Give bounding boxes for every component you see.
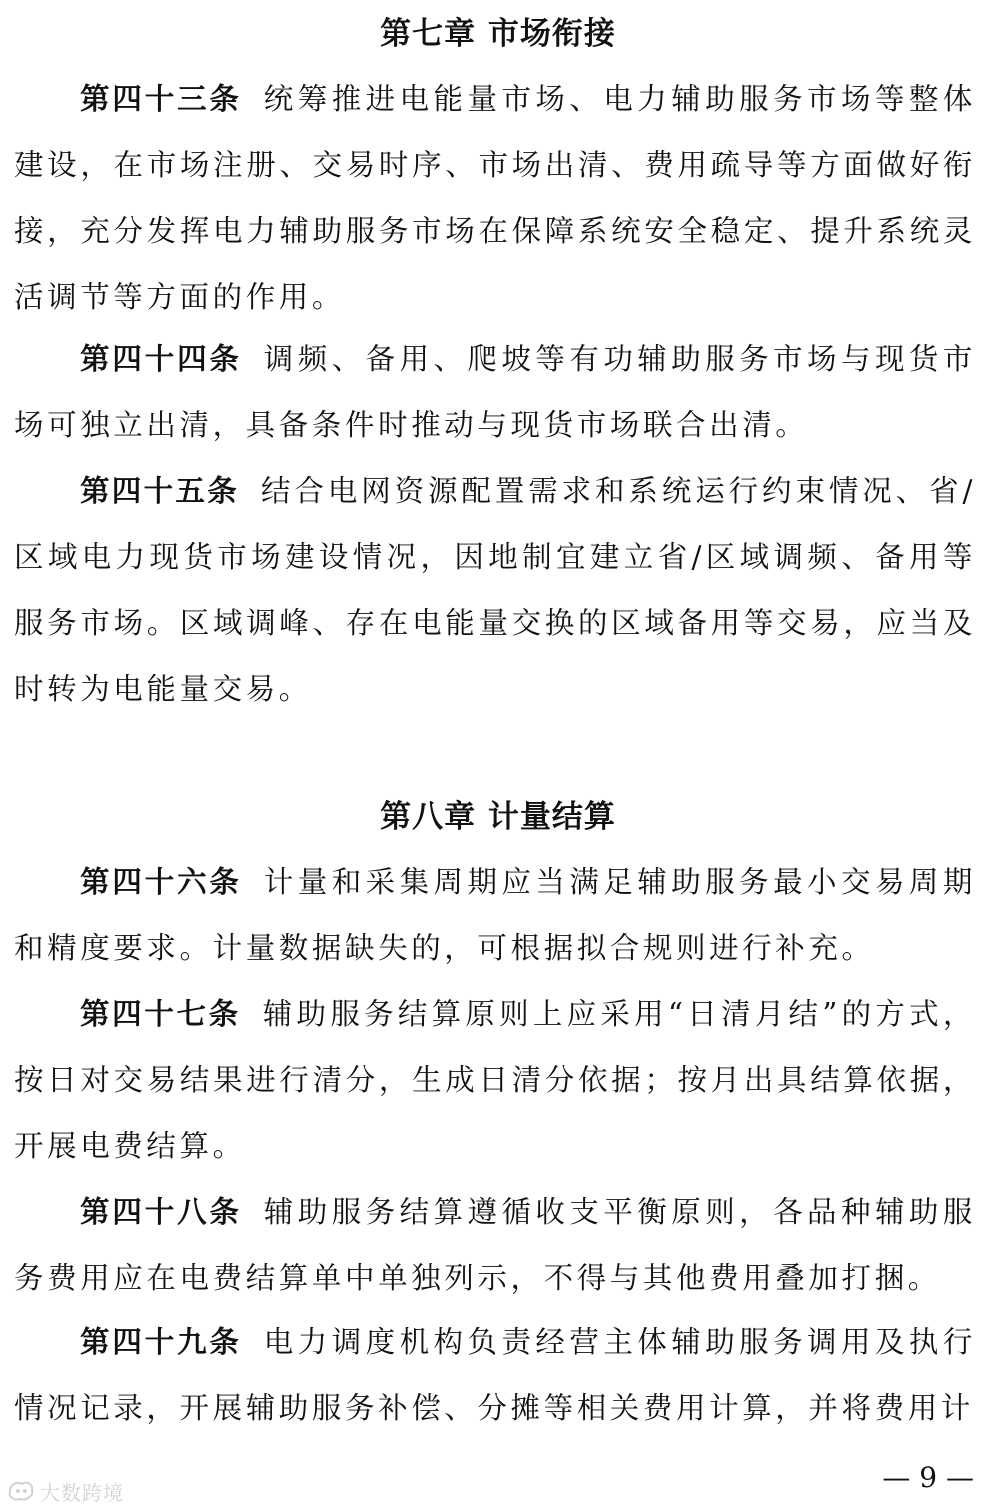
chapter-7-title: 第七章 市场衔接 bbox=[380, 16, 616, 52]
article-number: 第四十五条 bbox=[80, 474, 240, 508]
article-text: 统筹推进电能量市场、电力辅助服务市场等整体建设，在市场注册、交易时序、市场出清、费用疏导等方面做好衔接，充分发挥电力辅助服务市场在保障系统安全稳定、提升系统灵活调节等方面的作用。 bbox=[14, 82, 976, 314]
article-number: 第四十四条 bbox=[80, 342, 242, 376]
article-49 bbox=[14, 1309, 976, 1441]
page-number: — 9 — bbox=[882, 1461, 974, 1494]
article-number: 第四十九条 bbox=[80, 1325, 242, 1359]
article-47 bbox=[14, 981, 976, 1179]
article-43 bbox=[14, 66, 976, 330]
article-number: 第四十七条 bbox=[80, 997, 241, 1031]
watermark bbox=[6, 1476, 124, 1506]
article-number: 第四十六条 bbox=[80, 865, 242, 899]
article-text: 计量和采集周期应当满足辅助服务最小交易周期和精度要求。计量数据缺失的，可根据拟合规则进行补充。 bbox=[14, 865, 976, 965]
article-46 bbox=[14, 849, 976, 981]
article-text: 辅助服务结算原则上应采用“日清月结”的方式，按日对交易结果进行清分，生成日清分依据；按月出具结算依据，开展电费结算。 bbox=[14, 997, 976, 1163]
article-44 bbox=[14, 326, 976, 458]
article-number: 第四十三条 bbox=[80, 82, 242, 116]
article-48 bbox=[14, 1179, 976, 1311]
article-45 bbox=[14, 458, 976, 722]
article-text: 结合电网资源配置需求和系统运行约束情况、省/区域电力现货市场建设情况，因地制宜建立省/区域调频、备用等服务市场。区域调峰、存在电能量交换的区域备用等交易，应当及时转为电能量交易。 bbox=[14, 474, 976, 706]
article-number: 第四十八条 bbox=[80, 1195, 242, 1229]
article-text: 电力调度机构负责经营主体辅助服务调用及执行情况记录，开展辅助服务补偿、分摊等相关费用计算，并将费用计 bbox=[14, 1325, 976, 1425]
article-text: 调频、备用、爬坡等有功辅助服务市场与现货市场可独立出清，具备条件时推动与现货市场联合出清。 bbox=[14, 342, 976, 442]
chapter-8-title: 第八章 计量结算 bbox=[380, 799, 616, 835]
watermark-text: 大数跨境 bbox=[40, 1480, 124, 1505]
article-text: 辅助服务结算遵循收支平衡原则，各品种辅助服务费用应在电费结算单中单独列示，不得与其他费用叠加打捆。 bbox=[14, 1195, 976, 1295]
watermark-logo-icon bbox=[6, 1478, 36, 1504]
